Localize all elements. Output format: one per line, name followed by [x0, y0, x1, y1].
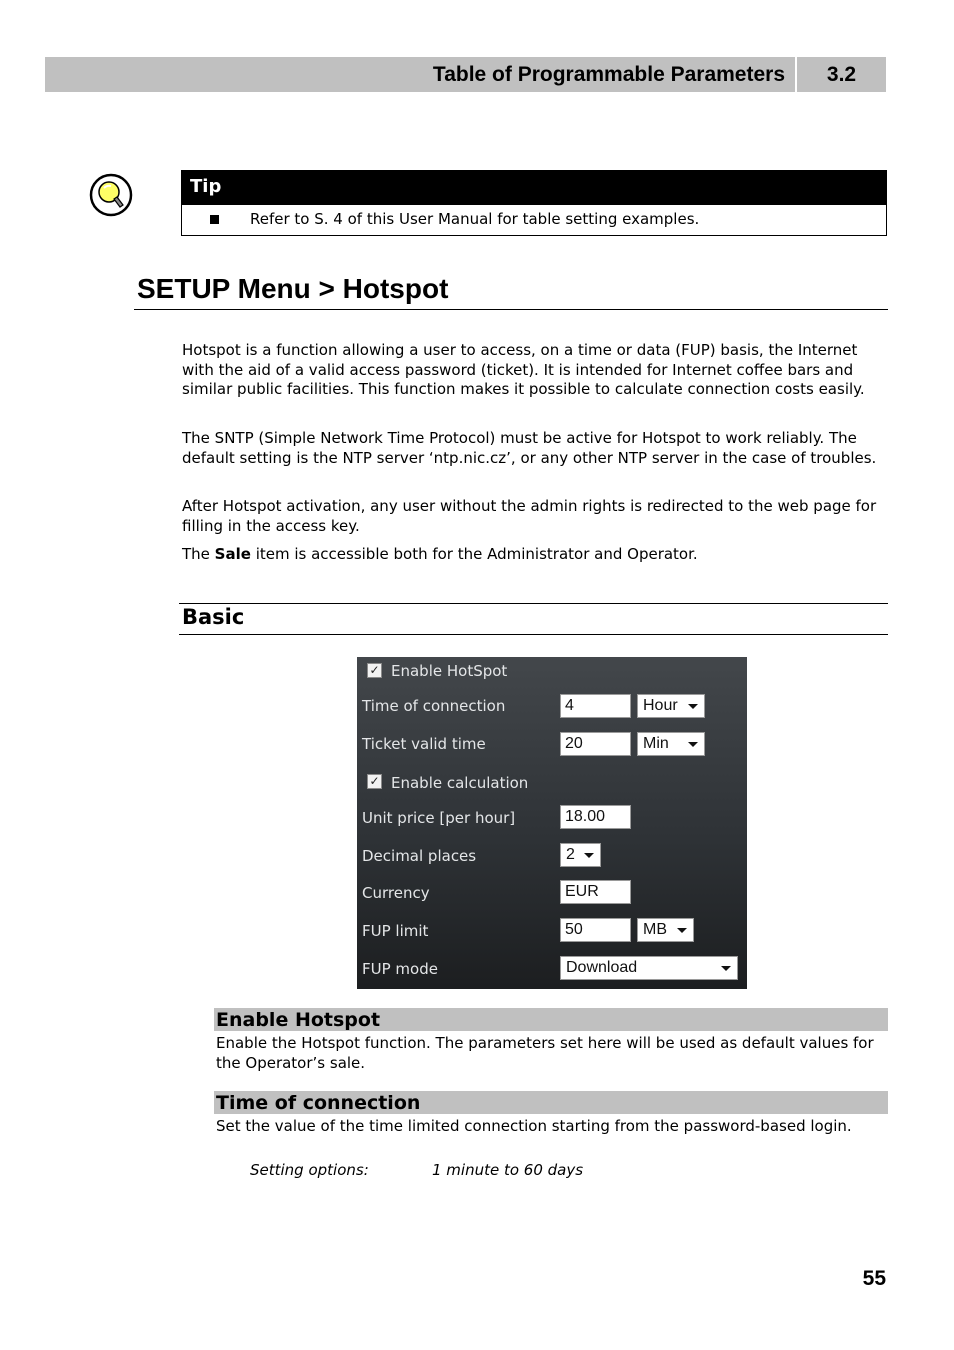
param-heading-time-of-connection: Time of connection [214, 1091, 888, 1114]
tip-text: Refer to S. 4 of this User Manual for table setting examples. [250, 210, 700, 228]
decimal-places-select[interactable] [560, 843, 601, 867]
tip-box [181, 170, 887, 236]
enable-hotspot-label: Enable HotSpot [391, 662, 508, 680]
sale-text-before: The [182, 545, 215, 563]
param-heading-enable-hotspot: Enable Hotspot [214, 1008, 888, 1031]
chevron-down-icon [721, 966, 731, 971]
currency-input[interactable]: EUR [560, 880, 631, 904]
page-number: 55 [862, 1267, 886, 1290]
fup-limit-unit-select[interactable] [637, 918, 694, 942]
sale-text-after: item is accessible both for the Administrator and Operator. [250, 545, 698, 563]
fup-mode-value: Download [566, 959, 638, 976]
fup-limit-input[interactable]: 50 [560, 918, 631, 942]
section-number: 3.2 [826, 63, 857, 86]
setting-options-value: 1 minute to 60 days [432, 1161, 584, 1179]
param-text-enable-hotspot: Enable the Hotspot function. The parameters set here will be used as default values for the Operator’s sale. [216, 1034, 874, 1072]
param-text-time-of-connection: Set the value of the time limited connection starting from the password-based login. [216, 1117, 852, 1135]
basic-heading: Basic [182, 605, 245, 629]
ticket-valid-time-input[interactable]: 20 [560, 732, 631, 756]
unit-price-label: Unit price [per hour] [362, 809, 516, 827]
fup-mode-label: FUP mode [362, 960, 438, 978]
enable-calculation-checkbox[interactable]: ✓ [367, 774, 382, 789]
header-title: Table of Programmable Parameters [432, 63, 785, 86]
basic-rule-bottom [179, 634, 888, 635]
decimal-places-value: 2 [566, 846, 575, 863]
bullet-icon [210, 215, 219, 224]
ticket-valid-time-unit-select[interactable] [637, 732, 705, 756]
fup-limit-label: FUP limit [362, 922, 429, 940]
paragraph-sale [182, 545, 888, 565]
sale-bold: Sale [214, 545, 251, 563]
paragraph-activation: After Hotspot activation, any user without the admin rights is redirected to the web page for filling in the access key. [182, 497, 877, 535]
unit-price-input[interactable]: 18.00 [560, 805, 631, 829]
time-unit-value: Hour [643, 697, 678, 714]
currency-label: Currency [362, 884, 430, 902]
decimal-places-label: Decimal places [362, 847, 477, 865]
paragraph-intro: Hotspot is a function allowing a user to access, on a time or data (FUP) basis, the Internet with the aid of a valid access password (ticket). It is intended for Internet coffee bars and similar public facilities. This function makes it possible to calculate connection costs easily. [182, 341, 865, 399]
fup-unit-value: MB [643, 921, 667, 938]
enable-calculation-label: Enable calculation [391, 774, 529, 792]
tip-title: Tip [182, 171, 886, 205]
ticket-unit-value: Min [643, 735, 669, 752]
chevron-down-icon [584, 853, 594, 858]
ticket-valid-time-label: Ticket valid time [362, 735, 486, 753]
chevron-down-icon [677, 928, 687, 933]
basic-rule-top [179, 603, 888, 604]
paragraph-sntp: The SNTP (Simple Network Time Protocol) must be active for Hotspot to work reliably. The default setting is the NTP server ‘ntp.nic.cz’, or any other NTP server in the case of troubles. [182, 429, 877, 467]
hotspot-settings-screenshot [357, 657, 747, 989]
section-rule [134, 309, 888, 310]
lightbulb-icon [88, 172, 134, 218]
time-of-connection-input[interactable]: 4 [560, 694, 631, 718]
fup-mode-select[interactable] [560, 956, 738, 980]
time-of-connection-unit-select[interactable] [637, 694, 705, 718]
chevron-down-icon [688, 704, 698, 709]
section-title: SETUP Menu > Hotspot [137, 273, 449, 304]
setting-options-label: Setting options: [250, 1161, 369, 1179]
enable-hotspot-checkbox[interactable]: ✓ [367, 663, 382, 678]
time-of-connection-label: Time of connection [362, 697, 506, 715]
chevron-down-icon [688, 742, 698, 747]
